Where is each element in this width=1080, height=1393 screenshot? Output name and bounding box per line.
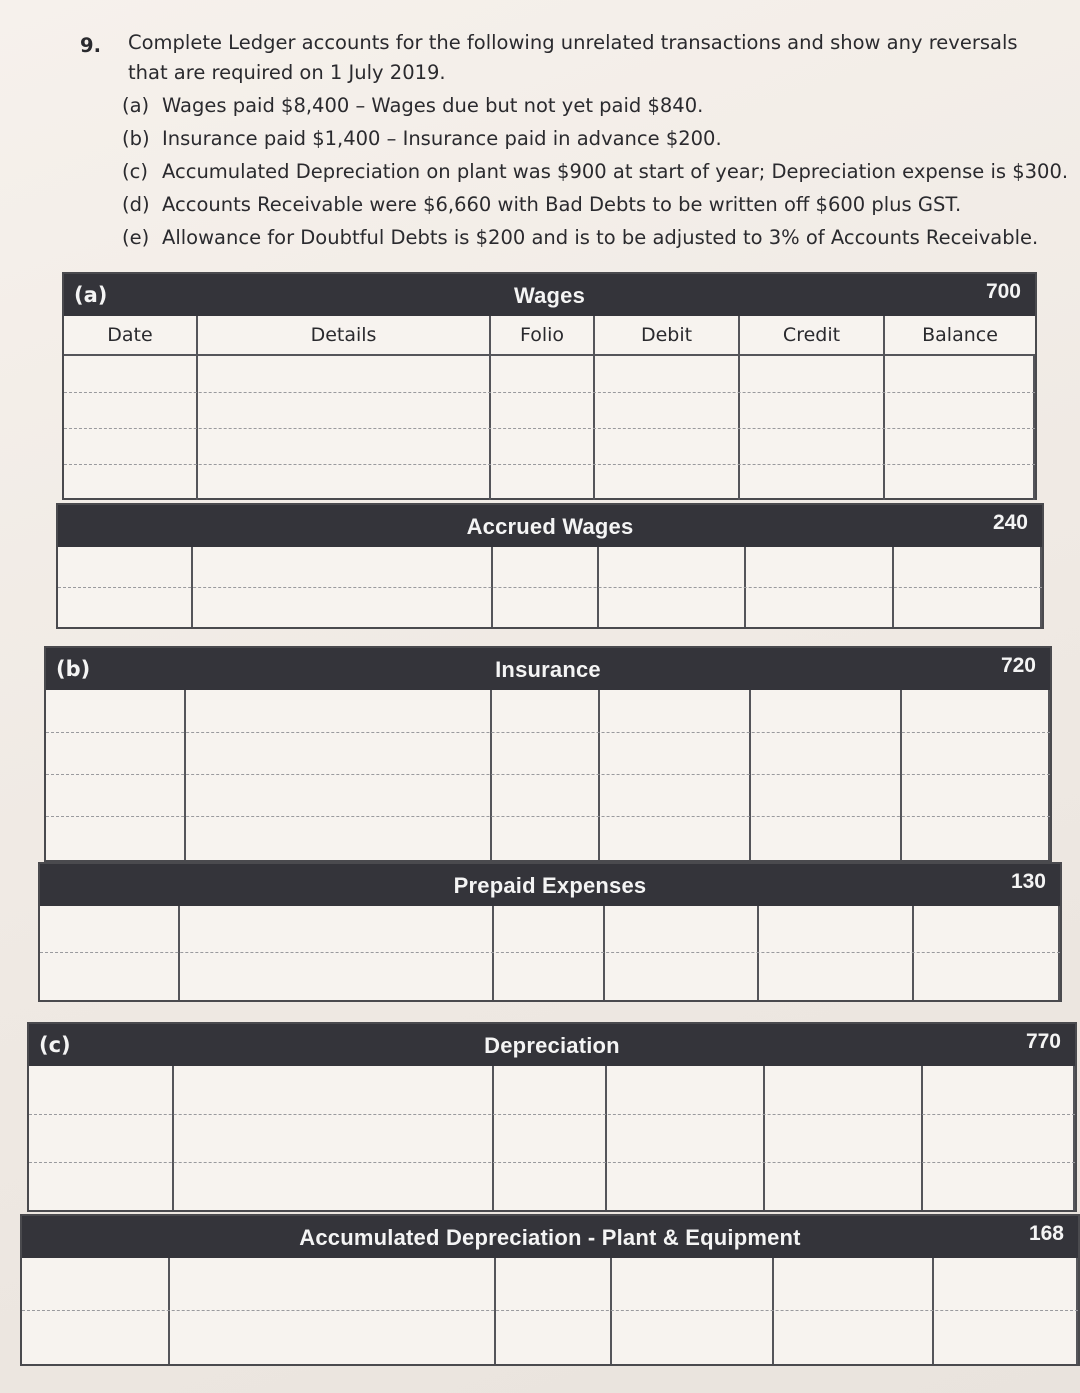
ledger-entry-grid[interactable] [46, 690, 1050, 860]
date-column[interactable] [40, 906, 180, 1000]
ledger-part-label: (a) [74, 283, 108, 307]
ledger-title: Prepaid Expenses [453, 873, 647, 898]
ledger-title: Depreciation [484, 1033, 620, 1058]
credit-column[interactable] [765, 1066, 923, 1210]
ledger-header [64, 274, 1035, 316]
credit-column[interactable] [751, 690, 902, 860]
ledger-header [58, 505, 1042, 547]
question-item-text: Wages paid $8,400 – Wages due but not yet paid $840. [162, 94, 704, 117]
question-item-c [122, 156, 1069, 189]
ledger-title: Insurance [495, 657, 601, 682]
question-item-b [122, 123, 1040, 156]
ledger-account-number: 770 [1025, 1030, 1061, 1053]
question-item-text: Allowance for Doubtful Debts is $200 and is to be adjusted to 3% of Accounts Receivable. [162, 226, 1039, 249]
row-divider [64, 428, 1035, 429]
question-item-text: Accumulated Depreciation on plant was $900 at start of year; Depreciation expense is $300. [162, 160, 1069, 183]
ledger-account-number: 168 [1028, 1222, 1064, 1245]
question-number: 9. [80, 34, 101, 57]
balance-column[interactable] [902, 690, 1050, 860]
row-divider [46, 774, 1050, 775]
ledger-entry-grid[interactable] [22, 1258, 1078, 1364]
credit-column[interactable] [759, 906, 914, 1000]
debit-column[interactable] [607, 1066, 765, 1210]
ledger-entry-grid[interactable] [58, 547, 1042, 627]
question-block [80, 28, 1069, 255]
folio-column[interactable] [494, 906, 605, 1000]
column-header-row [64, 316, 1035, 356]
question-item-text: Insurance paid $1,400 – Insurance paid in advance $200. [162, 127, 722, 150]
column-header-details: Details [198, 316, 491, 354]
ledger-account-number: 720 [1000, 654, 1036, 677]
question-item-label: (e) [122, 226, 150, 249]
column-header-folio: Folio [491, 316, 595, 354]
ledger-account-number: 240 [992, 511, 1028, 534]
ledger-prepaid-expenses [38, 862, 1062, 1002]
ledger-part-label: (c) [39, 1033, 71, 1057]
column-header-balance: Balance [922, 324, 998, 346]
folio-column[interactable] [496, 1258, 612, 1364]
row-divider [64, 392, 1035, 393]
column-header-credit: Credit [740, 316, 885, 354]
credit-column[interactable] [774, 1258, 934, 1364]
row-divider [58, 587, 1042, 588]
ledger-depreciation [27, 1022, 1077, 1212]
ledger-insurance [44, 646, 1052, 862]
question-item-d [122, 189, 1040, 222]
details-column[interactable] [180, 906, 494, 1000]
question-item-label: (b) [122, 127, 150, 150]
details-column[interactable] [170, 1258, 496, 1364]
ledger-header [29, 1024, 1075, 1066]
row-divider [46, 816, 1050, 817]
question-text: Complete Ledger accounts for the following unrelated transactions and show any reversals that are required on 1 July 2019. [128, 31, 1018, 84]
balance-column[interactable] [923, 1066, 1075, 1210]
ledger-entry-grid[interactable] [64, 356, 1035, 500]
ledger-title: Wages [513, 283, 586, 308]
row-divider [64, 464, 1035, 465]
ledger-account-number: 130 [1010, 870, 1046, 893]
question-item-label: (d) [122, 193, 150, 216]
column-header-debit: Debit [595, 316, 740, 354]
question-item-text: Accounts Receivable were $6,660 with Bad Debts to be written off $600 plus GST. [162, 193, 962, 216]
details-column[interactable] [174, 1066, 494, 1210]
folio-column[interactable] [492, 690, 600, 860]
balance-column[interactable] [914, 906, 1060, 1000]
question-item-a [122, 90, 1040, 123]
ledger-entry-grid[interactable] [29, 1066, 1075, 1210]
balance-column[interactable] [934, 1258, 1078, 1364]
question-item-label: (c) [122, 160, 148, 183]
column-header-date: Date [64, 316, 198, 354]
row-divider [22, 1310, 1078, 1311]
date-column[interactable] [29, 1066, 174, 1210]
ledger-title: Accrued Wages [466, 514, 634, 539]
ledger-part-label: (b) [56, 657, 91, 681]
ledger-account-number: 700 [985, 280, 1021, 303]
row-divider [29, 1114, 1075, 1115]
ledger-accumulated-depreciation [20, 1214, 1080, 1366]
ledger-accrued-wages [56, 503, 1044, 629]
question-item-label: (a) [122, 94, 150, 117]
ledger-title: Accumulated Depreciation - Plant & Equipment [299, 1225, 801, 1250]
row-divider [29, 1162, 1075, 1163]
details-column[interactable] [186, 690, 492, 860]
question-item-e [122, 222, 1040, 255]
folio-column[interactable] [494, 1066, 607, 1210]
debit-column[interactable] [612, 1258, 774, 1364]
date-column[interactable] [46, 690, 186, 860]
date-column[interactable] [22, 1258, 170, 1364]
ledger-wages [62, 272, 1037, 500]
row-divider [46, 732, 1050, 733]
debit-column[interactable] [600, 690, 751, 860]
ledger-entry-grid[interactable] [40, 906, 1060, 1000]
ledger-header [46, 648, 1050, 690]
ledger-header [22, 1216, 1078, 1258]
question-items [122, 90, 1069, 255]
row-divider [40, 952, 1060, 953]
ledger-header [40, 864, 1060, 906]
debit-column[interactable] [605, 906, 759, 1000]
